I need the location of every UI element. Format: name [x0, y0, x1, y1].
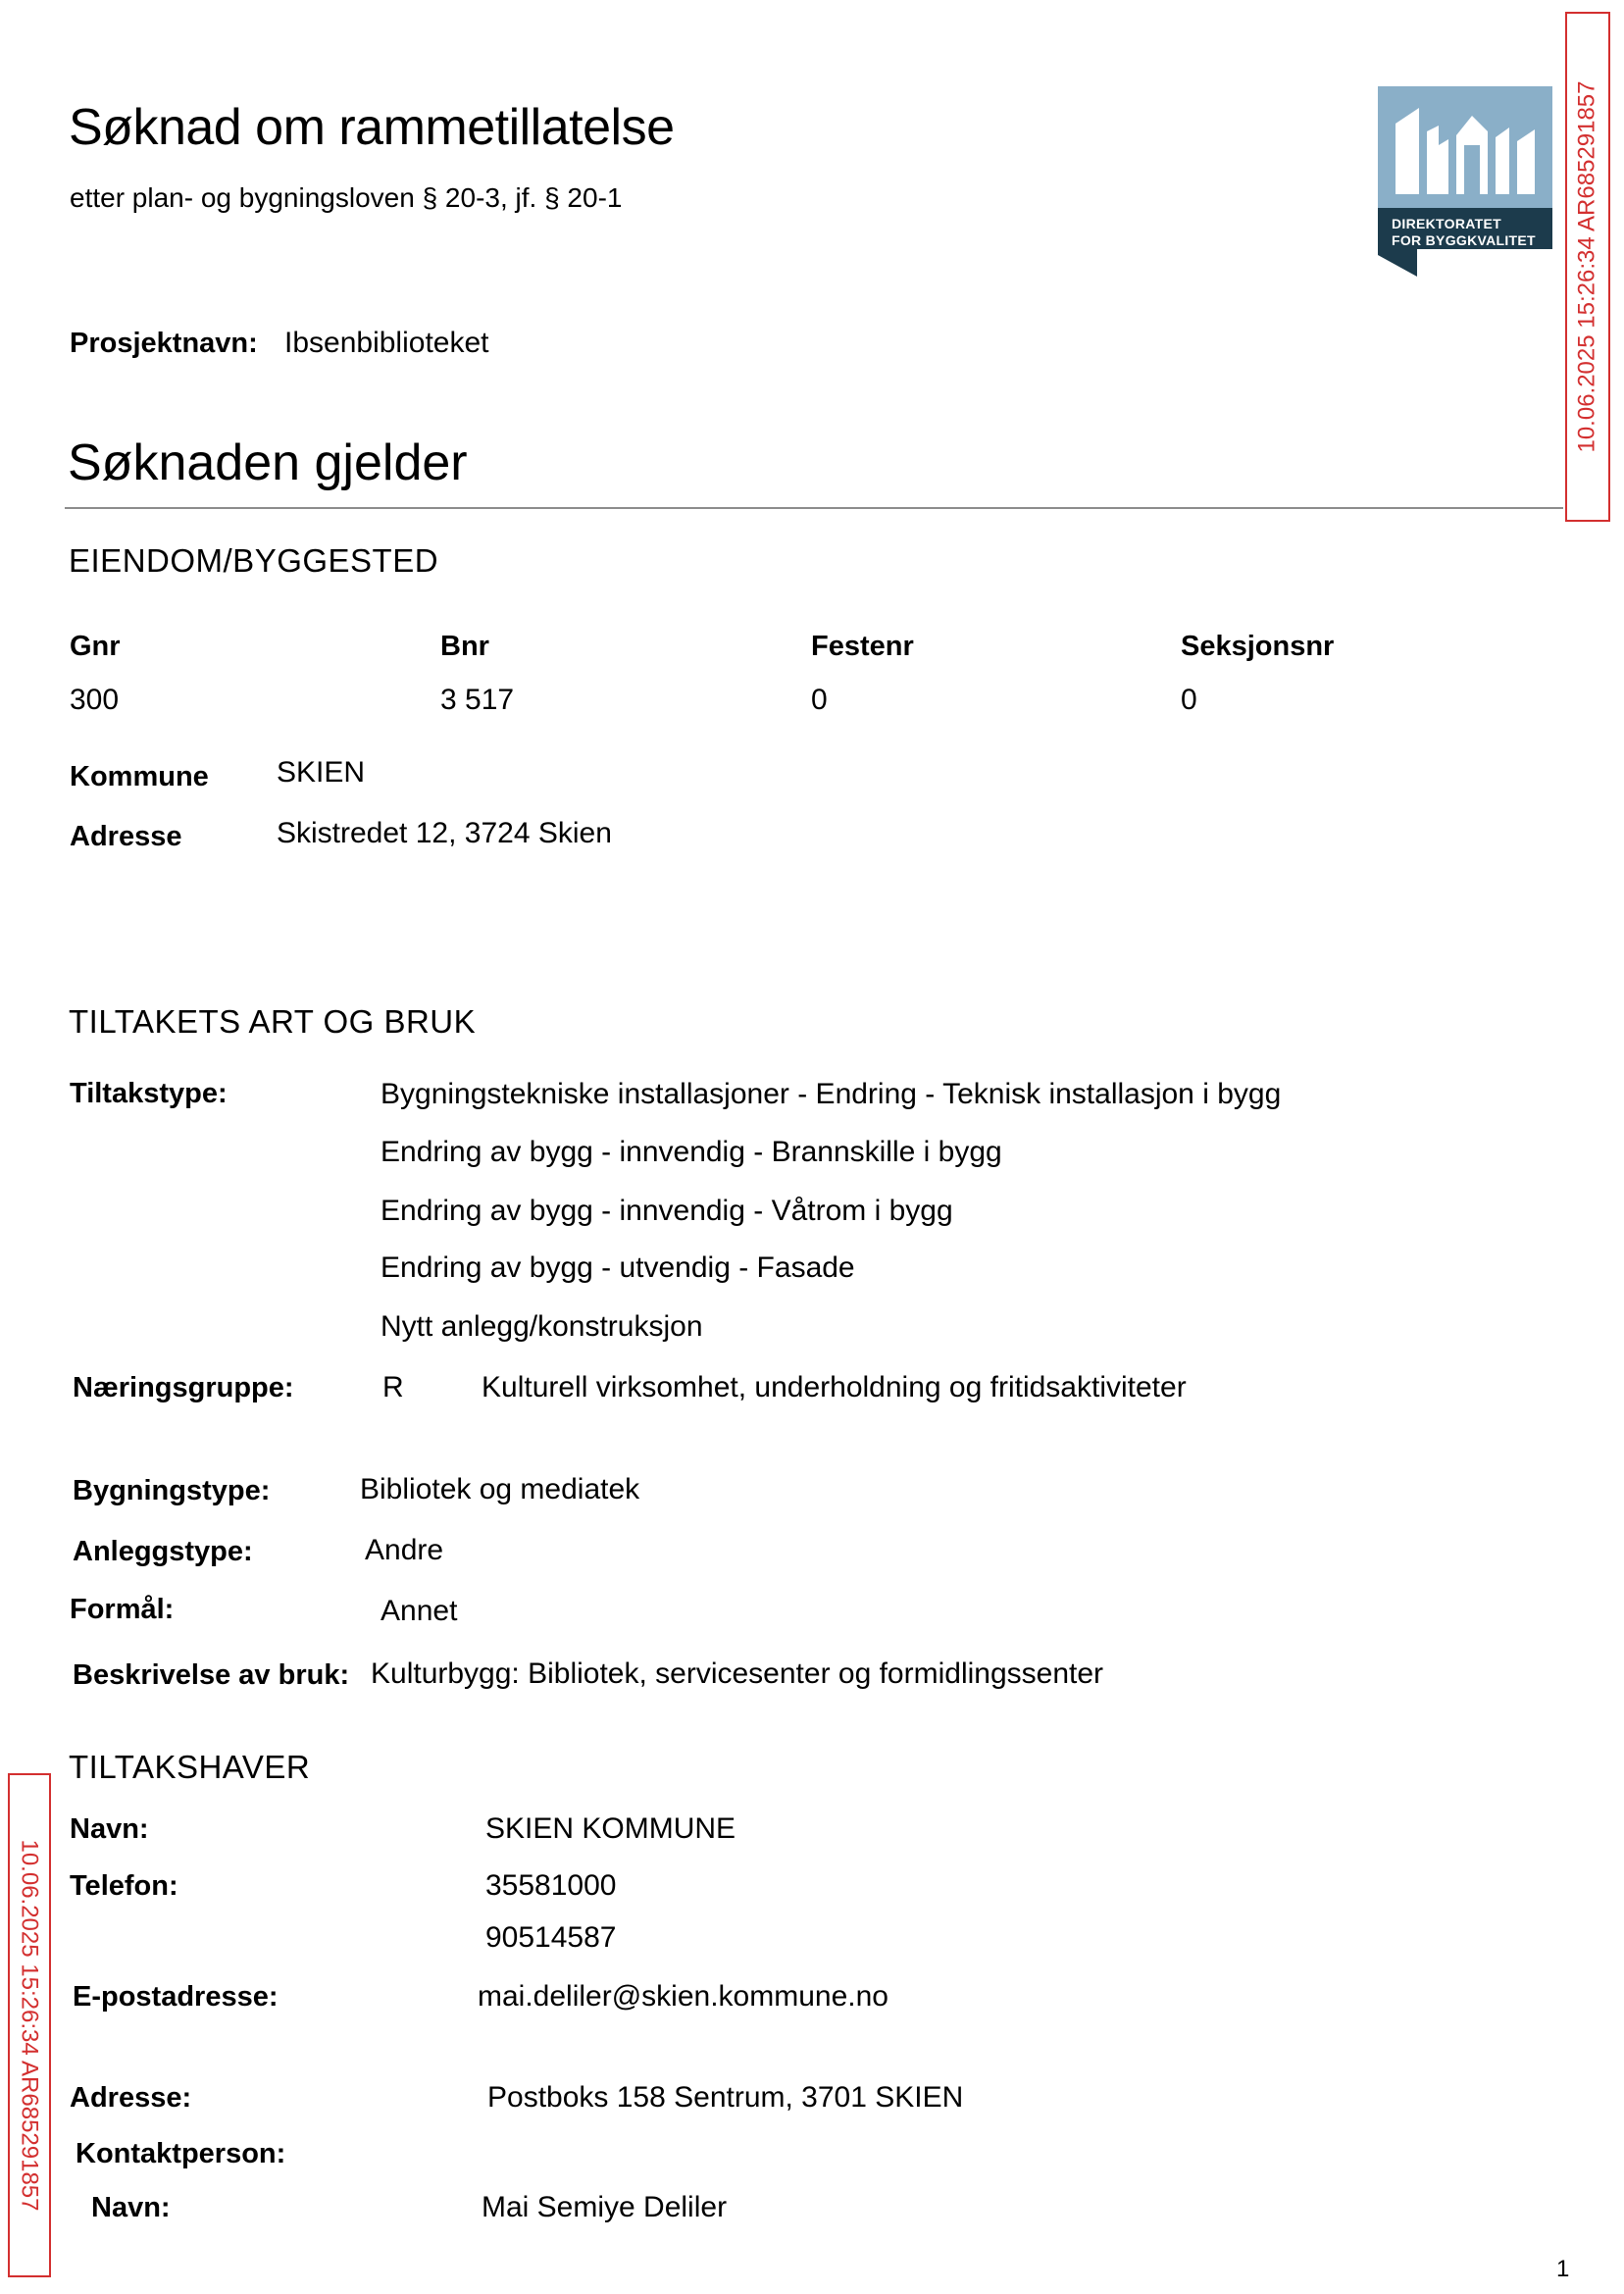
adresse-value: Skistredet 12, 3724 Skien [277, 817, 612, 849]
formal-label: Formål: [70, 1594, 175, 1625]
gnr-value: 300 [70, 684, 120, 716]
stamp-text: 10.06.2025 15:26:34 AR685291857 [1574, 80, 1600, 453]
project-value: Ibsenbiblioteket [284, 327, 489, 359]
bnr-label: Bnr [440, 631, 489, 662]
navn-label: Navn: [70, 1813, 149, 1845]
bygningstype-value: Bibliotek og mediatek [360, 1473, 640, 1505]
section-divider [65, 507, 1563, 509]
kontaktperson-label: Kontaktperson: [76, 2138, 286, 2169]
epost-label: E-postadresse: [73, 1981, 279, 2013]
naeringsgruppe-text: Kulturell virksomhet, underholdning og fritidsaktiviteter [482, 1371, 1187, 1403]
anleggstype-label: Anleggstype: [73, 1536, 253, 1567]
timestamp-stamp-top [1565, 12, 1610, 522]
festenr-label: Festenr [811, 631, 914, 662]
tiltakstype-item: Bygningstekniske installasjoner - Endring - Teknisk installasjon i bygg [381, 1078, 1282, 1110]
tiltakstype-label: Tiltakstype: [70, 1078, 228, 1109]
kontakt-navn-label: Navn: [91, 2192, 171, 2223]
telefon-label: Telefon: [70, 1870, 178, 1902]
beskrivelse-label: Beskrivelse av bruk: [73, 1659, 350, 1691]
tiltak-heading: TILTAKETS ART OG BRUK [69, 1003, 477, 1040]
beskrivelse-value: Kulturbygg: Bibliotek, servicesenter og formidlingssenter [371, 1657, 1104, 1690]
project-label: Prosjektnavn: [70, 328, 258, 359]
logo-building-mark [1378, 86, 1552, 208]
timestamp-stamp-side [8, 1773, 51, 2277]
adresse-label: Adresse [70, 821, 182, 852]
kontakt-navn-value: Mai Semiye Deliler [482, 2191, 728, 2223]
page-number: 1 [1556, 2256, 1570, 2282]
bygningstype-label: Bygningstype: [73, 1475, 271, 1506]
tiltakstype-item: Endring av bygg - innvendig - Våtrom i bygg [381, 1195, 953, 1227]
naeringsgruppe-code: R [382, 1371, 404, 1403]
navn-value: SKIEN KOMMUNE [485, 1812, 736, 1845]
telefon-value: 90514587 [485, 1921, 617, 1954]
logo-text-line2: FOR BYGGKVALITET [1392, 232, 1536, 248]
tiltakstype-item: Nytt anlegg/konstruksjon [381, 1310, 703, 1343]
tiltakstype-item: Endring av bygg - utvendig - Fasade [381, 1251, 855, 1284]
tiltakshaver-adresse-value: Postboks 158 Sentrum, 3701 SKIEN [487, 2081, 964, 2114]
festenr-value: 0 [811, 684, 828, 716]
logo-text-line1: DIREKTORATET [1392, 216, 1501, 231]
bnr-value: 3 517 [440, 684, 515, 716]
kommune-label: Kommune [70, 761, 209, 792]
telefon-value: 35581000 [485, 1869, 617, 1902]
naeringsgruppe-label: Næringsgruppe: [73, 1372, 294, 1403]
document-title: Søknad om rammetillatelse [69, 99, 675, 156]
epost-value: mai.deliler@skien.kommune.no [478, 1980, 888, 2013]
tiltakshaver-adresse-label: Adresse: [70, 2082, 192, 2114]
tiltakstype-item: Endring av bygg - innvendig - Brannskille i bygg [381, 1136, 1002, 1168]
tiltakshaver-heading: TILTAKSHAVER [69, 1749, 311, 1785]
section-title: Søknaden gjelder [68, 434, 468, 491]
kommune-value: SKIEN [277, 756, 366, 789]
formal-value: Annet [381, 1595, 458, 1627]
dibk-logo [1378, 86, 1552, 276]
anleggstype-value: Andre [365, 1534, 444, 1566]
seksjonsnr-label: Seksjonsnr [1181, 631, 1335, 662]
seksjonsnr-value: 0 [1181, 684, 1197, 716]
document-subtitle: etter plan- og bygningsloven § 20-3, jf. § 20-1 [70, 182, 623, 213]
eiendom-heading: EIENDOM/BYGGESTED [69, 542, 439, 579]
gnr-label: Gnr [70, 631, 121, 662]
stamp-text: 10.06.2025 15:26:34 AR685291857 [17, 1839, 43, 2212]
